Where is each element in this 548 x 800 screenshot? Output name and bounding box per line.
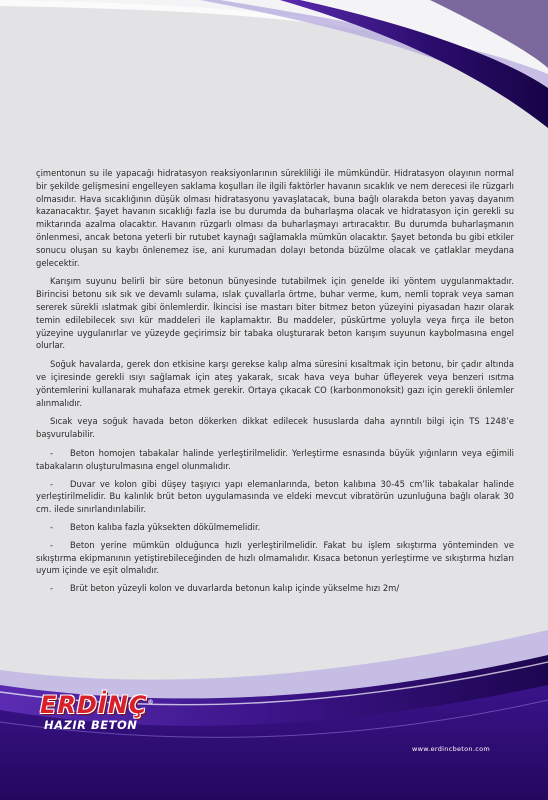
body-paragraph: Karışım suyunu belirli bir süre betonun bünyesinde tutabilmek için genelde iki yöntem uygulanmaktadır. Birincisi betonu sık sık ve devamlı sulama, ıslak çuvallarla örtme, buhar verme, kum, nemli toprak veya saman sererek sürekli ıslatmak gibi önlemlerdir. İkincisi ise mastarı biter bitmez beton yüzeyini piyasadan hazır olarak temin edilebilecek sıvı kür maddeleri ile kaplamaktır. Bu maddeler, püskürtme yoluyla veya fırça ile beton yüzeyine uygulanırlar ve yüzeyde geçirimsiz bir tabaka oluşturarak beton karışım suyunun kaybolmasına engel olurlar. xyxy=(36,276,514,351)
list-marker: - xyxy=(50,478,54,489)
logo-name: ERDİNÇ xyxy=(40,691,148,719)
list-item-text: Beton yerine mümkün olduğunca hızlı yerleştirilmelidir. Fakat bu işlem sıkıştırma yönteminden ve sıkıştırma ekipmanının yetiştirebileceğinden de hızlı olmamalıdır. Kısaca betonun yerleştirme ve sıkıştırma hızları uyum içinde ve eşit olmalıdır. xyxy=(36,539,514,576)
list-item xyxy=(36,447,514,473)
list-marker: - xyxy=(50,539,54,550)
list-item-text: Duvar ve kolon gibi düşey taşıyıcı yapı elemanlarında, beton kalıbına 30-45 cm’lik tabakalar halinde yerleştirilmelidir. Bu kalınlık brüt beton uygulamasında ve eldeki mevcut vibratörün uzunluğuna bağlı olarak 30 cm. ilede sınırlandırılabilir. xyxy=(36,478,514,515)
list-marker: - xyxy=(50,447,54,458)
list-marker: - xyxy=(50,521,54,532)
top-wave-decoration xyxy=(0,0,548,150)
body-paragraph: Soğuk havalarda, gerek don etkisine karşı gerekse kalıp alma süresini kısaltmak için betonu, bir çadır altında ve içiresinde gerekli ısıyı sağlamak için ateş yakarak, sıcak hava veya buhar üfleyerek veya benzeri ısıtma yöntemlerini kullanarak muhafaza etmek gerekir. Ortaya çıkacak CO (karbonmonoksit) gazı için gerekli önlemler alınmalıdır. xyxy=(36,359,514,408)
document-body xyxy=(36,167,514,600)
body-paragraph: Sıcak veya soğuk havada beton dökerken dikkat edilecek hususlarda daha ayrıntılı bilgi için TS 1248’e başvurulabilir. xyxy=(36,416,514,440)
list-item-text: Beton kalıba fazla yüksekten dökülmemelidir. xyxy=(70,521,261,532)
list-item xyxy=(36,521,514,534)
list-item-text: Brüt beton yüzeyli kolon ve duvarlarda betonun kalıp içinde yükselme hızı 2m/ xyxy=(70,583,400,594)
list-item xyxy=(36,478,514,516)
company-logo xyxy=(40,690,162,732)
body-paragraph: çimentonun su ile yapacağı hidratasyon reaksiyonlarının sürekliliği ile mümkündür. Hidratasyon olayının normal bir şekilde gelişmesini engelleyen saklama koşulları ile ilgili faktörler havanın sıcaklık ve nem derecesi ile rüzgarlı olmasıdır. Hava sıcaklığının düşük olması hidratasyonu yavaşlatacak, buna bağlı olarakda beton yavaş dayanım kazanacaktır. Şayet havanın sıcaklığı fazla ise bu durumda da buharlaşma olacak ve hidratasyon için gerekli su miktarında azalma olacaktır. Havanın rüzgarlı olması da buharlaşmayı artıracaktır. Bu durumda buharlaşmanın önlenmesi, ancak betona yeterli bir rutubet kaynağı sağlamakla mümkün olacaktır. Şayet betonda bu gibi etkiler sonucu oluşan su kaybı önlenemez ise, ani kurumadan dolayı betonda büzülme olacak ve çatlaklar meydana gelecektir. xyxy=(36,168,514,268)
registered-mark: ® xyxy=(147,699,155,706)
list-item xyxy=(36,582,514,595)
list-item xyxy=(36,539,514,577)
list-item-text: Beton homojen tabakalar halinde yerleştirilmelidir. Yerleştirme esnasında büyük yığınların veya eğimili tabakaların oluşturulmasına engel olunmalıdır. xyxy=(36,447,514,471)
list-marker: - xyxy=(50,583,54,594)
logo-wordmark xyxy=(40,690,162,718)
website-url: www.erdincbeton.com xyxy=(411,745,490,753)
logo-subtitle: HAZIR BETON xyxy=(44,718,138,732)
